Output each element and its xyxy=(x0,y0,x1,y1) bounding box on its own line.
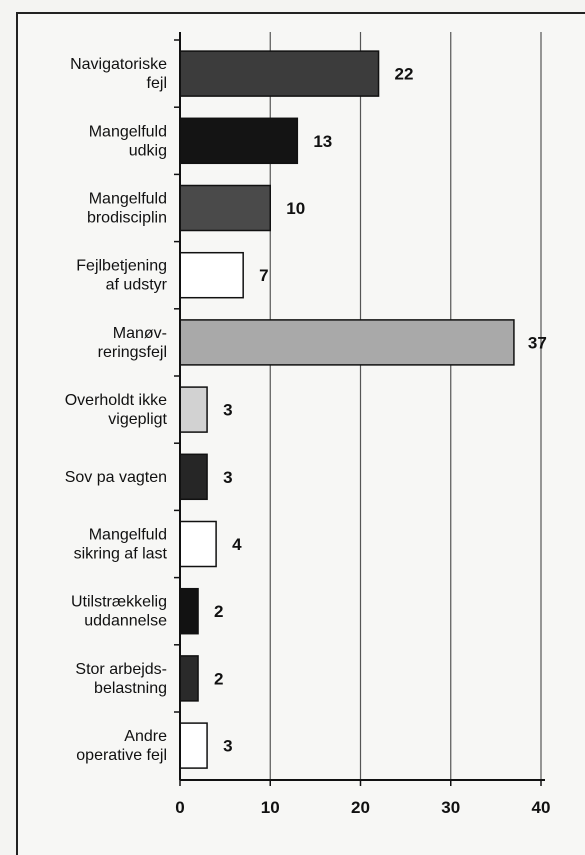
bar-1 xyxy=(180,118,297,163)
x-tick-label-4: 40 xyxy=(531,798,551,817)
bar-3 xyxy=(180,253,243,298)
bar-10 xyxy=(180,723,207,768)
category-label-5: Overholdt ikke vigepligt xyxy=(64,392,167,429)
x-tick-label-0: 0 xyxy=(175,798,185,817)
category-label-0: Navigatoriske fejl xyxy=(70,56,167,93)
category-label-4: Manøv-reringsfejl xyxy=(97,324,167,361)
x-tick-label-3: 30 xyxy=(441,798,461,817)
value-label-2: 10 xyxy=(286,199,306,218)
category-label-7: Mangelfuld sikring af last xyxy=(73,526,167,563)
category-label-3: Fejlbetjening af udstyr xyxy=(76,257,167,294)
category-label-10: Andre operative fejl xyxy=(76,728,167,765)
bar-8 xyxy=(180,589,198,634)
bar-5 xyxy=(180,387,207,432)
bar-0 xyxy=(180,51,379,96)
value-label-9: 2 xyxy=(214,669,224,689)
value-label-0: 22 xyxy=(394,64,414,84)
value-label-4: 37 xyxy=(527,333,547,353)
value-label-5: 3 xyxy=(223,400,233,420)
category-label-2: Mangelfuld brodisciplin xyxy=(86,190,167,227)
bar-2 xyxy=(180,186,270,231)
category-label-8: Utilstrækkelig uddannelse xyxy=(70,593,167,630)
bar-4 xyxy=(180,320,514,365)
value-label-8: 2 xyxy=(214,602,224,622)
x-tick-label-1: 10 xyxy=(260,798,280,817)
bar-9 xyxy=(180,656,198,701)
x-tick-label-2: 20 xyxy=(351,798,370,817)
bar-6 xyxy=(180,454,207,499)
category-label-9: Stor arbejds-belastning xyxy=(75,660,167,697)
category-label-6: Sov pa vagten xyxy=(64,468,167,486)
value-label-7: 4 xyxy=(232,535,242,554)
value-label-6: 3 xyxy=(223,467,233,487)
value-label-1: 13 xyxy=(313,131,333,151)
value-label-10: 3 xyxy=(223,736,233,756)
value-label-3: 7 xyxy=(259,266,269,286)
category-label-1: Mangelfuld udkig xyxy=(88,123,167,160)
bar-7 xyxy=(180,522,216,567)
